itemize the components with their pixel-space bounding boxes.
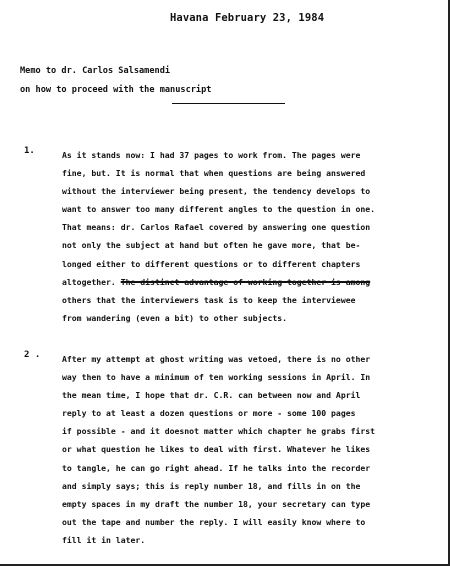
point-number: 2 . xyxy=(24,350,41,360)
text-line: way then to have a minimum of ten working sessions in April. In xyxy=(62,372,371,383)
text-line: empty spaces in my draft the number 18, your secretary can type xyxy=(62,498,371,509)
point-number: 1. xyxy=(24,146,35,156)
text-line: without the interviewer being present, the tendency develops to xyxy=(62,186,371,197)
text-line: others that the interviewers task is to keep the interviewee xyxy=(62,294,356,305)
text-line: out the tape and number the reply. I will easily know where to xyxy=(62,516,366,527)
text-line: to tangle, he can go right ahead. If he talks into the recorder xyxy=(62,462,371,473)
memo-recipient: Memo to dr. Carlos Salsamendi xyxy=(20,66,171,76)
text-line: fill it in later. xyxy=(62,534,146,545)
text-line xyxy=(62,273,442,291)
text-line: fine, but. It is normal that when questions are being answered xyxy=(62,168,366,179)
text-line: or what question he likes to deal with first. Whatever he likes xyxy=(62,444,371,455)
divider-rule xyxy=(172,103,285,104)
text-line: longed either to different questions or to different chapters xyxy=(62,258,361,269)
memo-date: Havana February 23, 1984 xyxy=(170,12,325,24)
line-start: altogether. xyxy=(62,276,121,287)
text-line: from wandering (even a bit) to other subjects. xyxy=(62,312,288,323)
text-line: the mean time, I hope that dr. C.R. can between now and April xyxy=(62,390,361,401)
text-line: not only the subject at hand but often he gave more, that be- xyxy=(62,240,361,251)
memo-heading xyxy=(20,62,211,100)
text-line: That means: dr. Carlos Rafael covered by answering one question xyxy=(62,222,371,233)
text-line: reply to at least a dozen questions or more - some 100 pages xyxy=(62,408,356,419)
text-line: want to answer too many different angles to the question in one. xyxy=(62,204,376,215)
text-line: and simply says; this is reply number 18, and fills in on the xyxy=(62,480,361,491)
text-line: if possible - and it doesnot matter which chapter he grabs first xyxy=(62,426,376,437)
struck-text: The distinct advantage of working together is among xyxy=(120,276,371,287)
memo-subject: on how to proceed with the manuscript xyxy=(20,85,212,95)
text-line: As it stands now: I had 37 pages to work from. The pages were xyxy=(62,150,361,160)
point-text xyxy=(62,146,442,327)
text-line: After my attempt at ghost writing was vetoed, there is no other xyxy=(62,354,371,364)
point-text xyxy=(62,350,442,549)
